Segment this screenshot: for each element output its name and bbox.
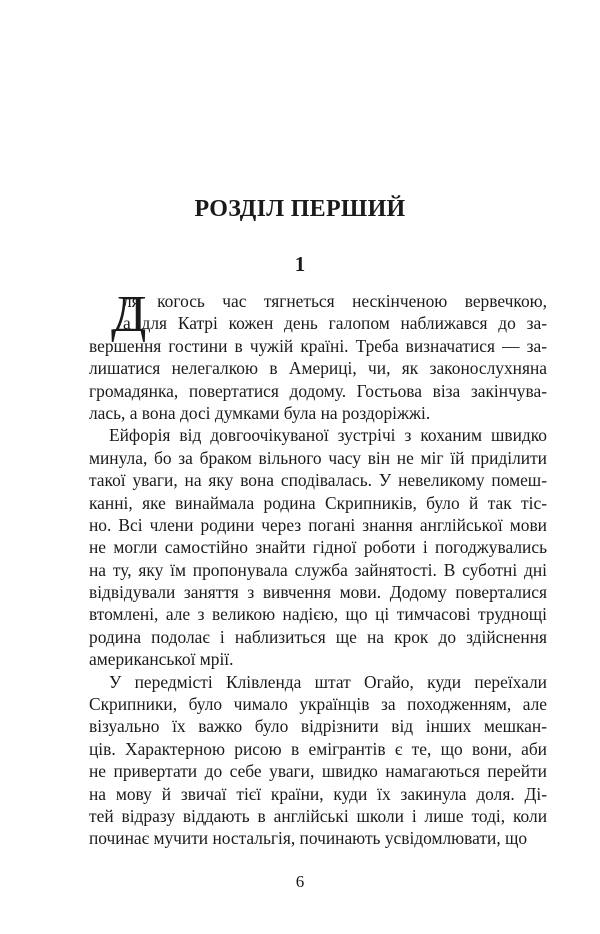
text-line: Ейфорія від довгоочікуваної зустрічі з коханим швидко: [109, 425, 547, 446]
paragraph: [89, 286, 547, 424]
text-line: канні, яке винаймала родина Скрипників, було й так тіс-: [89, 492, 547, 513]
page-number: 6: [295, 872, 305, 891]
text-line: вершення гостини в чужій країні. Треба визначатися — за-: [89, 335, 547, 356]
text-line: родина подолає і наблизиться ще на крок до здійснення: [89, 626, 547, 647]
paragraph: [89, 424, 547, 670]
text-line: лишатися нелегалкою в Америці, чи, як законослухняна: [89, 358, 547, 379]
text-line: візуально їх важко було відрізнити від інших мешкан-: [89, 716, 547, 737]
text-line: громадянка, повертатися додому. Гостьова віза закінчува-: [89, 380, 547, 401]
text-line: починає мучити ностальгія, починають усвідомлювати, що: [89, 828, 528, 849]
body-text: [89, 286, 547, 850]
text-line: ля когось час тягнеться нескінченою вервечкою,: [123, 291, 547, 311]
paragraph: [89, 671, 547, 850]
text-line: У передмісті Клівленда штат Огайо, куди переїхали: [109, 671, 547, 692]
text-line: Скрипники, було чимало українців за походженням, але: [89, 694, 547, 715]
text-line: тей відразу віддають в англійські школи і лише тоді, коли: [89, 805, 547, 826]
text-line: но. Всі члени родини через погані знання англійської мови: [89, 514, 547, 535]
text-line: втомлені, але з великою надією, що ці тимчасові труднощі: [89, 604, 547, 625]
section-number: 1: [294, 252, 306, 276]
text-line: минула, бо за браком вільного часу він не міг їй приділити: [89, 447, 547, 468]
text-line: американської мрії.: [89, 649, 234, 670]
text-line: а для Катрі кожен день галопом наближався до за-: [123, 313, 547, 334]
text-line: на мову й звичаї тієї країни, куди їх закинула доля. Ді-: [89, 783, 547, 804]
text-line: такої уваги, на яку вона сподівалась. У невеликому помеш-: [89, 470, 547, 491]
text-line: лась, а вона досі думками була на роздоріжжі.: [89, 402, 431, 423]
text-line: не могли самостійно знайти гідної роботи і погоджувались: [89, 537, 547, 558]
text-line: на ту, яку їм пропонувала служба зайнятості. В суботні дні: [89, 559, 547, 580]
chapter-title: РОЗДІЛ ПЕРШИЙ: [194, 196, 406, 222]
drop-cap: Д: [111, 286, 147, 343]
text-line: не привертати до себе уваги, швидко намагаються перейти: [89, 761, 547, 782]
text-line: відвідували заняття з вивчення мови. Додому поверталися: [89, 582, 547, 603]
text-line: ців. Характерною рисою в емігрантів є те, що вони, аби: [89, 738, 547, 759]
